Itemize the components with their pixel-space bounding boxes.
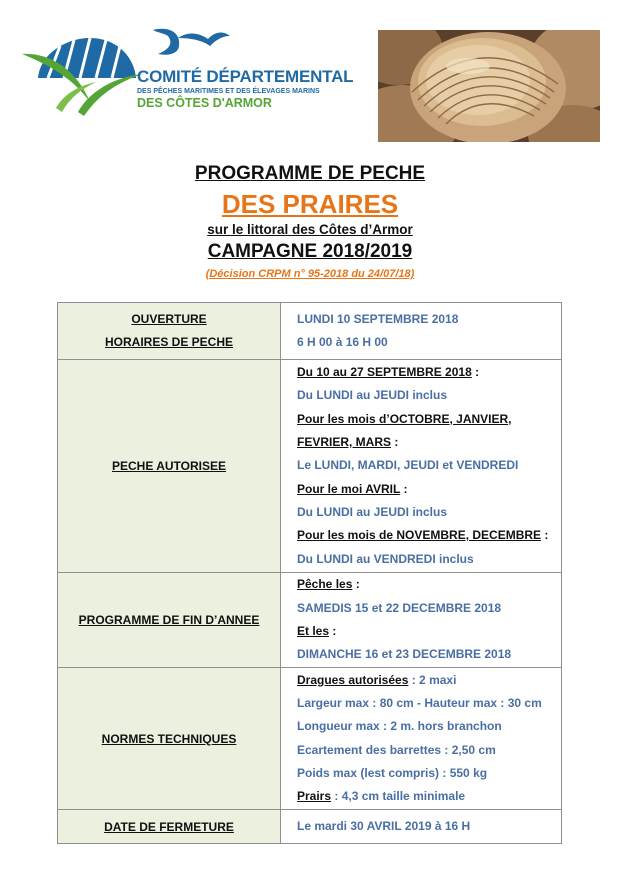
- colon: :: [352, 577, 360, 592]
- title-decision: (Décision CRPM n° 95-2018 du 24/07/18): [205, 268, 415, 280]
- dragues-value: : 2 maxi: [408, 672, 457, 687]
- peche-les: Pêche les: [297, 577, 353, 592]
- title-littoral: sur le littoral des Côtes d’Armor: [207, 222, 413, 237]
- title-prairies: DES PRAIRES: [221, 189, 399, 219]
- period-feb-mar: FEVRIER, MARS: [297, 435, 392, 450]
- row-label: [58, 668, 281, 810]
- prairies-label: Prairs: [297, 789, 332, 804]
- et-les: Et les: [297, 624, 330, 638]
- colon: :: [541, 528, 549, 543]
- ecartement: Ecartement des barrettes : 2,50 cm: [297, 742, 496, 757]
- label-normes: NORMES TECHNIQUES: [101, 731, 237, 746]
- row-label: [58, 303, 281, 360]
- label-ouverture: OUVERTURE: [131, 311, 207, 326]
- logo-title: COMITÉ DÉPARTEMENTAL: [137, 67, 354, 86]
- row-value: [281, 573, 562, 668]
- row-label: [58, 573, 281, 668]
- period-september: Du 10 au 27 SEPTEMBRE 2018: [297, 365, 472, 380]
- days-september: Du LUNDI au JEUDI inclus: [297, 388, 448, 403]
- poids: Poids max (lest compris) : 550 kg: [297, 765, 488, 780]
- value-horaires: 6 H 00 à 16 H 00: [297, 335, 388, 349]
- fermeture-date: Le mardi 30 AVRIL 2019 à 16 H: [297, 818, 471, 833]
- period-oct-jan: Pour les mois d’OCTOBRE, JANVIER,: [297, 411, 512, 426]
- colon: :: [391, 435, 399, 450]
- label-peche-autorisee: PECHE AUTORISEE: [111, 459, 227, 473]
- row-value: [281, 810, 562, 844]
- dragues-label: Dragues autorisées: [297, 672, 409, 687]
- longueur: Longueur max : 2 m. hors branchon: [297, 719, 502, 734]
- value-ouverture-date: LUNDI 10 SEPTEMBRE 2018: [297, 311, 459, 326]
- days-nov-dec: Du LUNDI au VENDREDI inclus: [297, 551, 474, 566]
- days-oct-mar: Le LUNDI, MARDI, JEUDI et VENDREDI: [297, 458, 519, 473]
- colon: :: [400, 481, 408, 496]
- logo-subtitle: DES PÊCHES MARITIMES ET DES ÉLEVAGES MARINS: [137, 88, 320, 95]
- table-row-normes: [58, 668, 562, 810]
- samedis-dates: SAMEDIS 15 et 22 DECEMBRE 2018: [297, 600, 502, 615]
- table-row-fermeture: [58, 810, 562, 844]
- logo-region: DES CÔTES D'ARMOR: [137, 96, 272, 110]
- row-label: [58, 810, 281, 844]
- row-value: [281, 668, 562, 810]
- taille-minimale: : 4,3 cm taille minimale: [331, 789, 466, 804]
- row-value: [281, 303, 562, 360]
- dimanches-dates: DIMANCHE 16 et 23 DECEMBRE 2018: [297, 647, 512, 662]
- title-programme: PROGRAMME DE PECHE: [194, 163, 426, 184]
- document-title: [0, 162, 620, 282]
- colon: :: [329, 624, 337, 638]
- sail-shape: [153, 29, 179, 55]
- table-row-peche-autorisee: [58, 360, 562, 573]
- period-nov-dec: Pour les mois de NOVEMBRE, DECEMBRE: [297, 528, 542, 543]
- label-fin-annee: PROGRAMME DE FIN D’ANNEE: [78, 613, 260, 627]
- title-campagne: CAMPAGNE 2018/2019: [207, 241, 413, 262]
- largeur-hauteur: Largeur max : 80 cm - Hauteur max : 30 cm: [297, 695, 542, 710]
- period-april: Pour le moi AVRIL: [297, 481, 401, 496]
- gull-shape: [178, 32, 230, 46]
- label-horaires: HORAIRES DE PECHE: [104, 335, 234, 349]
- colon: :: [471, 365, 480, 380]
- table-row-ouverture: [58, 303, 562, 360]
- table-row-fin-annee: [58, 573, 562, 668]
- cdpmem-logo: [18, 24, 354, 124]
- clam-shells-photo: [378, 30, 600, 142]
- fishing-programme-table: [57, 302, 562, 844]
- row-value: [281, 360, 562, 573]
- label-fermeture: DATE DE FERMETURE: [104, 819, 234, 834]
- row-label: [58, 360, 281, 573]
- days-april: Du LUNDI au JEUDI inclus: [297, 504, 448, 519]
